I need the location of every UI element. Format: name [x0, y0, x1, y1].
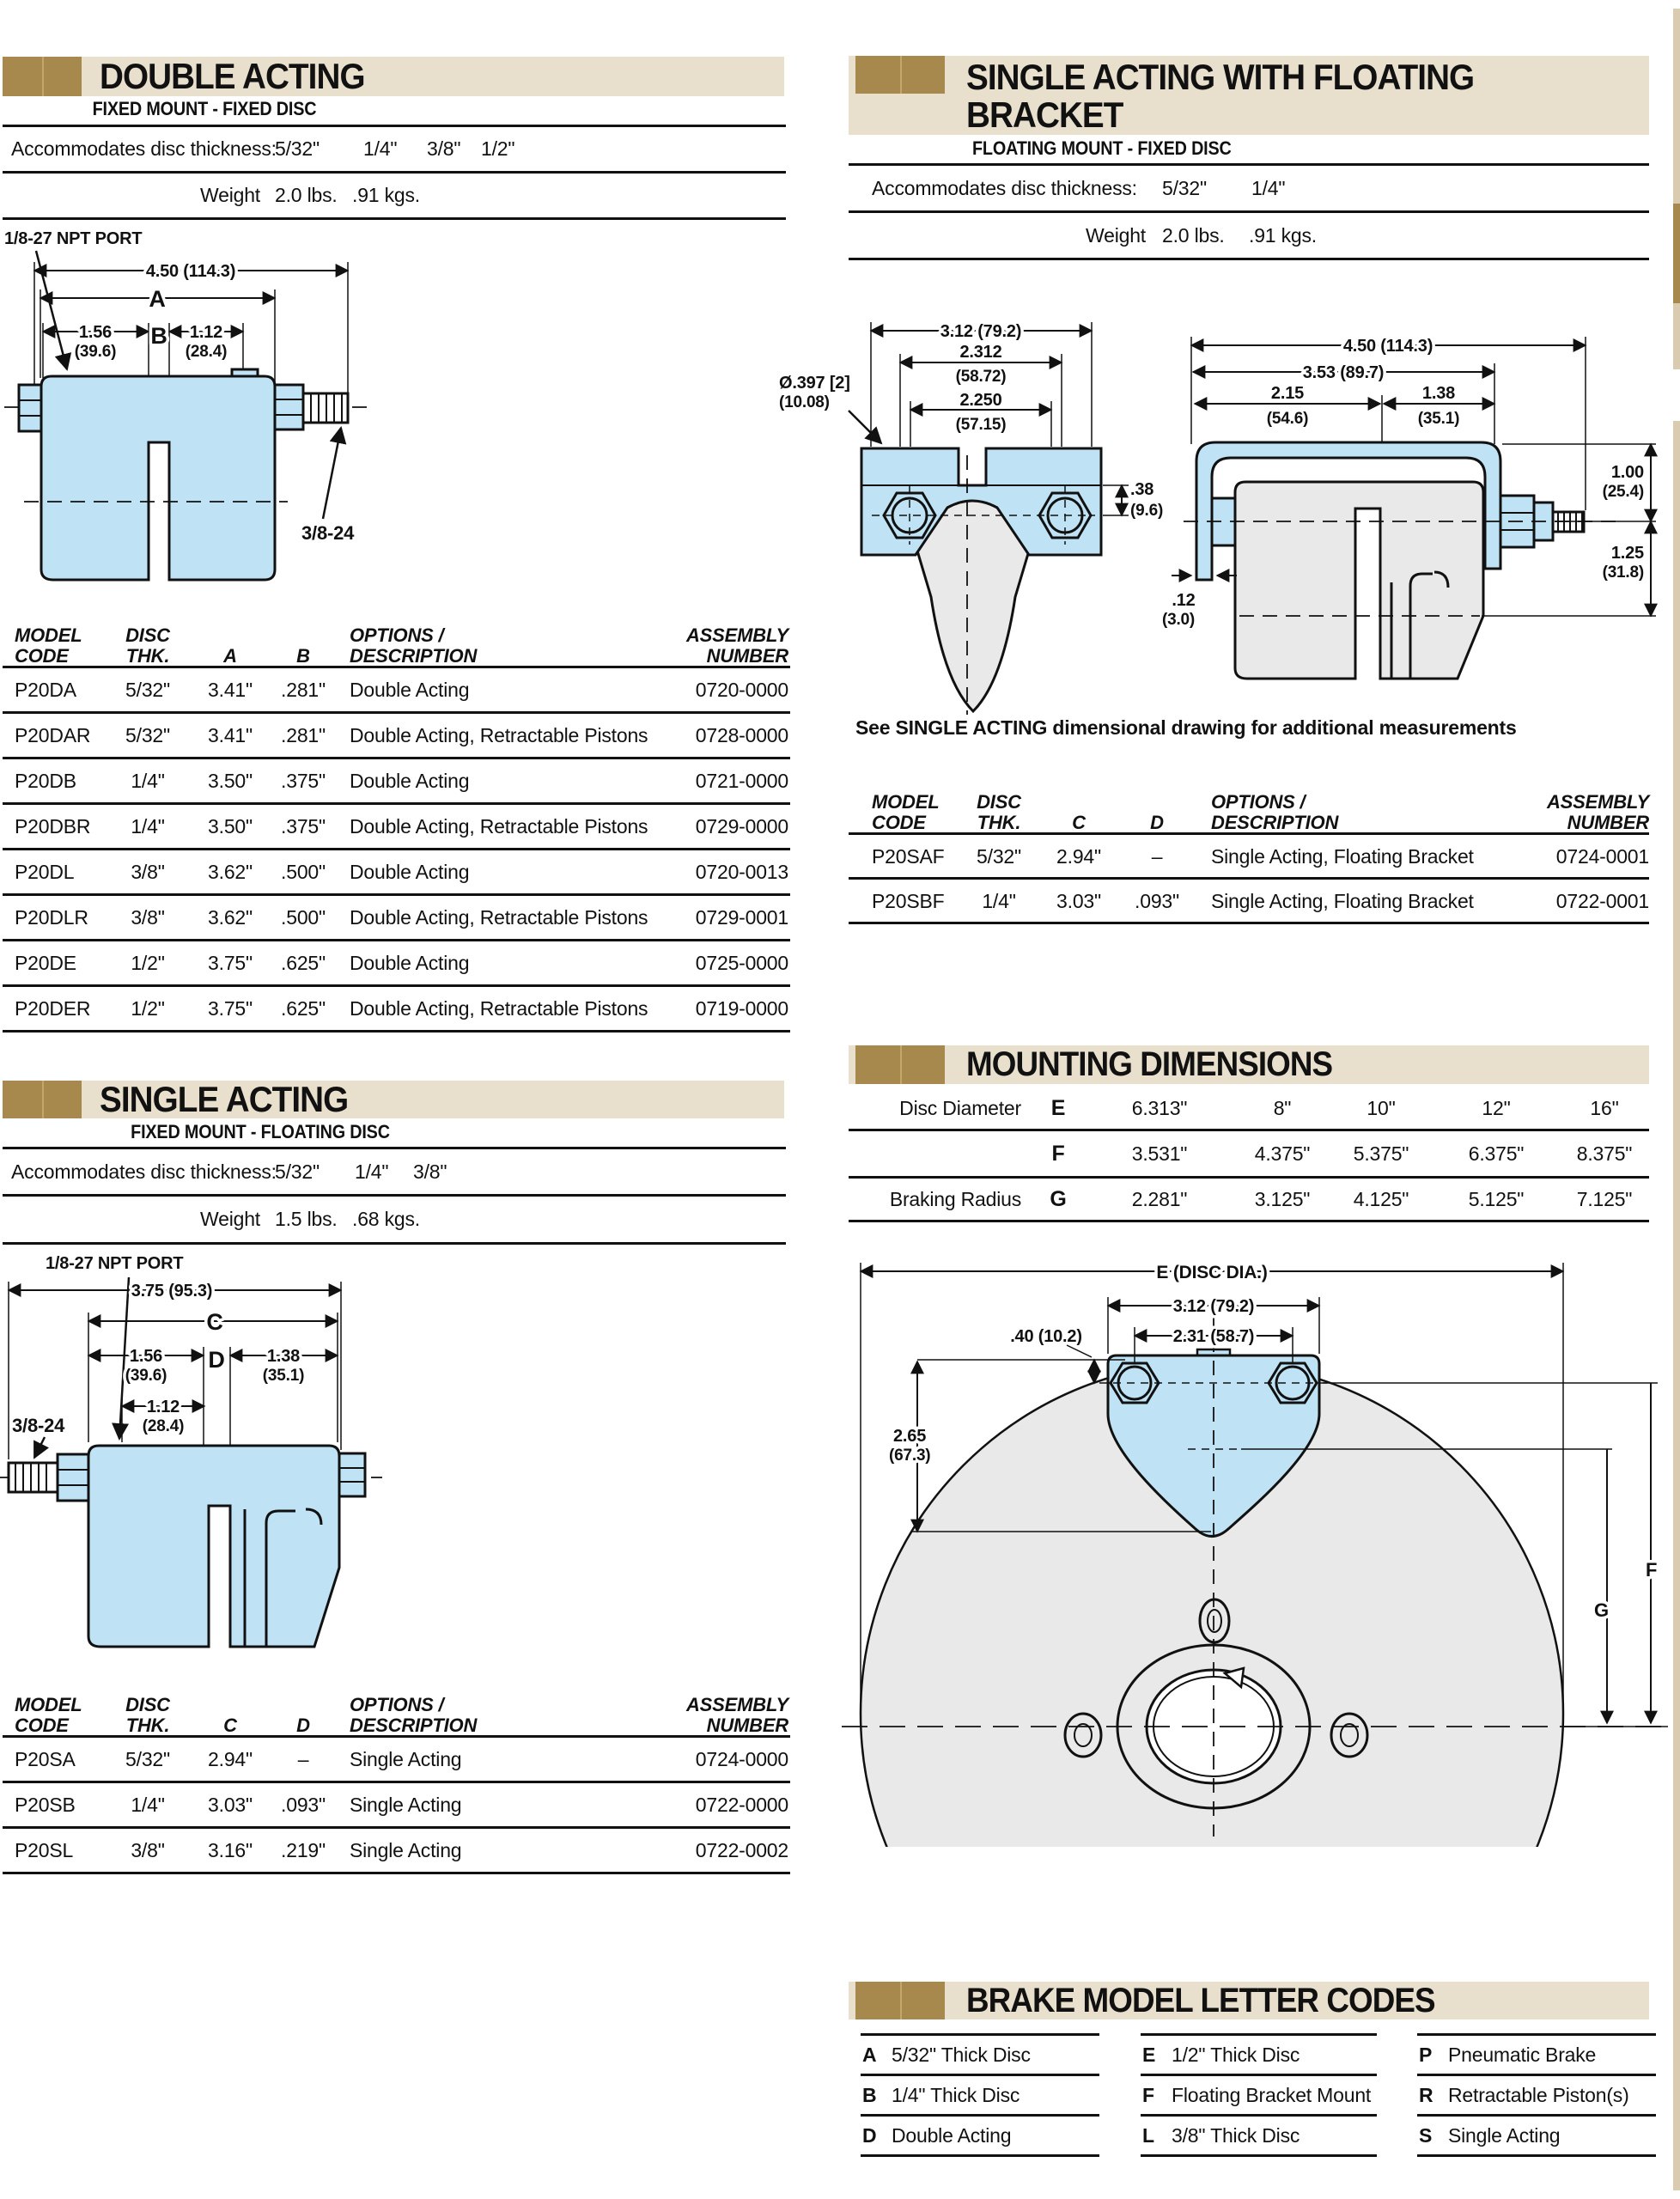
dim-156: 1.56 — [129, 1347, 163, 1366]
dim-156: 1.56 — [78, 323, 113, 342]
letter-codes-section-bar — [849, 1982, 1649, 2019]
dim-125-mm: (31.8) — [1602, 563, 1644, 582]
dim-138-mm: (35.1) — [1417, 410, 1460, 428]
double-acting-section-bar — [3, 57, 784, 96]
thread-leader — [34, 1437, 45, 1458]
double-acting-subtitle: FIXED MOUNT - FIXED DISC — [92, 98, 317, 119]
dim-312: 3.12 (79.2) — [940, 322, 1022, 341]
table-row: P20DA 5/32" 3.41" .281" Double Acting 0720-0000 — [3, 666, 790, 711]
thickness-value: 5/32" — [275, 137, 320, 160]
floating-bracket-table — [849, 771, 1649, 924]
weight-label: Weight — [1086, 224, 1146, 247]
table-row: P20SB 1/4" 3.03" .093" Single Acting 0722-0000 — [3, 1781, 790, 1826]
dim-overall: 3.75 (95.3) — [131, 1282, 213, 1301]
hex-nut-right — [275, 385, 303, 429]
disc-thickness-label: Accommodates disc thickness: — [872, 177, 1137, 199]
thread-label: 3/8-24 — [301, 522, 355, 544]
floating-bracket-spec — [849, 163, 1649, 260]
mounting-dimensions-section-bar — [849, 1045, 1649, 1084]
thread-label: 3/8-24 — [12, 1415, 65, 1436]
double-acting-dimensional-drawing — [0, 225, 481, 594]
table-row: P20DE 1/2" 3.75" .625" Double Acting 0725-0000 — [3, 939, 790, 984]
page-edge-strip — [1673, 9, 1680, 369]
weight-row — [3, 1194, 786, 1242]
dim-F: F — [1646, 1559, 1658, 1581]
dim-450: 4.50 (114.3) — [1342, 337, 1433, 356]
caliper-body — [4, 369, 369, 580]
mounting-dimensions-table — [849, 1087, 1649, 1222]
dim-40: .40 (10.2) — [1010, 1327, 1082, 1346]
npt-port-label: 1/8-27 NPT PORT — [4, 229, 143, 248]
dim-38-mm: (9.6) — [1130, 502, 1164, 520]
dim-231: 2.31 (58.7) — [1172, 1327, 1255, 1346]
table-row: F 3.531" 4.375" 5.375" 6.375" 8.375" — [849, 1131, 1649, 1179]
thread-leader — [323, 428, 341, 519]
hex-nut-left — [58, 1454, 88, 1501]
dim-C: C — [206, 1309, 223, 1335]
weight-label: Weight — [200, 1208, 260, 1230]
disc-thickness-label: Accommodates disc thickness: — [11, 1160, 277, 1183]
letter-codes-column-2 — [1141, 2033, 1377, 2157]
side-view — [1162, 337, 1656, 679]
floating-bracket-subtitle: FLOATING MOUNT - FIXED DISC — [972, 137, 1232, 159]
thickness-value: 3/8" — [413, 1160, 447, 1183]
table-row: P20DL 3/8" 3.62" .500" Double Acting 0720-0013 — [3, 848, 790, 893]
table-row: P20DLR 3/8" 3.62" .500" Double Acting, Retractable Pistons 0729-0001 — [3, 893, 790, 939]
code-row: P Pneumatic Brake — [1417, 2033, 1656, 2074]
thickness-value: 1/4" — [1251, 177, 1286, 199]
table-row: P20DER 1/2" 3.75" .625" Double Acting, Retractable Pistons 0719-0000 — [3, 984, 790, 1030]
port-leader — [119, 1277, 129, 1439]
mounting-dimensions-title: MOUNTING DIMENSIONS — [966, 1045, 1333, 1083]
dim-100-mm: (25.4) — [1602, 483, 1644, 501]
dim-100: 1.00 — [1610, 463, 1644, 482]
dim-D: D — [208, 1347, 225, 1373]
disc-thickness-label: Accommodates disc thickness: — [11, 137, 277, 160]
thickness-value: 1/4" — [355, 1160, 389, 1183]
floating-bracket-note: See SINGLE ACTING dimensional drawing for additional measurements — [855, 716, 1517, 739]
dim-A: A — [149, 286, 166, 312]
double-acting-spec — [3, 125, 786, 220]
weight-label: Weight — [200, 184, 260, 206]
weight-lbs: 1.5 lbs. — [275, 1208, 338, 1230]
dim-12-mm: (3.0) — [1161, 611, 1196, 629]
section-bar-square — [855, 1982, 945, 2019]
table-header: MODEL CODE DISC THK. C D OPTIONS / DESCRIPTION ASSEMBLY NUMBER — [15, 1694, 788, 1736]
disc-thickness-row — [3, 125, 786, 171]
dim-overall: 4.50 (114.3) — [145, 262, 236, 281]
section-bar-square — [855, 1045, 945, 1084]
table-row: P20SBF 1/4" 3.03" .093" Single Acting, Floating Bracket 0722-0001 — [849, 877, 1649, 922]
dim-112-mm: (28.4) — [142, 1417, 185, 1435]
dim-156-mm: (39.6) — [74, 343, 117, 361]
thickness-value: 1/4" — [363, 137, 398, 160]
dim-215-mm: (54.6) — [1266, 410, 1309, 428]
table-row: P20SL 3/8" 3.16" .219" Single Acting 0722-0002 — [3, 1826, 790, 1872]
dim-112: 1.12 — [146, 1398, 180, 1416]
double-acting-title: DOUBLE ACTING — [100, 56, 365, 96]
double-acting-table — [3, 601, 790, 1032]
single-acting-dimensional-drawing — [0, 1250, 412, 1662]
dim-138: 1.38 — [1421, 384, 1456, 403]
floating-bracket-section-bar — [849, 56, 1649, 135]
dim-156-mm: (39.6) — [125, 1367, 167, 1385]
dim-265: 2.65 — [893, 1427, 927, 1446]
table-row: P20DB 1/4" 3.50" .375" Double Acting 0721-0000 — [3, 757, 790, 802]
weight-kgs: .91 kgs. — [352, 184, 420, 206]
disc-thickness-row — [849, 163, 1649, 210]
dim-112-mm: (28.4) — [185, 343, 228, 361]
table-header: MODEL CODE DISC THK. C D OPTIONS / DESCRIPTION ASSEMBLY NUMBER — [872, 791, 1649, 833]
dim-12: .12 — [1172, 591, 1196, 610]
table-row: P20SA 5/32" 2.94" – Single Acting 0724-0000 — [3, 1735, 790, 1781]
dim-2312: 2.312 — [959, 343, 1002, 362]
dim-38: .38 — [1130, 480, 1154, 499]
dim-2250-mm: (57.15) — [955, 416, 1007, 434]
code-row: A 5/32" Thick Disc — [861, 2033, 1099, 2074]
code-row: D Double Acting — [861, 2114, 1099, 2157]
single-acting-spec — [3, 1147, 786, 1245]
hex-nut-right — [339, 1453, 365, 1496]
single-acting-subtitle: FIXED MOUNT - FLOATING DISC — [131, 1121, 390, 1142]
table-row: P20SAF 5/32" 2.94" – Single Acting, Floating Bracket 0724-0001 — [849, 832, 1649, 877]
thickness-value: 5/32" — [1162, 177, 1207, 199]
weight-kgs: .91 kgs. — [1249, 224, 1317, 247]
letter-codes-column-1 — [861, 2033, 1099, 2157]
letter-codes-title: BRAKE MODEL LETTER CODES — [966, 1982, 1435, 2019]
dim-125: 1.25 — [1610, 544, 1644, 563]
dim-265-mm: (67.3) — [889, 1447, 931, 1465]
hole-dia-mm: (10.08) — [779, 393, 830, 411]
table-row: P20DBR 1/4" 3.50" .375" Double Acting, Retractable Pistons 0729-0000 — [3, 802, 790, 848]
table-row: Disc Diameter E 6.313" 8" 10" 12" 16" — [849, 1087, 1649, 1131]
dim-2312-mm: (58.72) — [955, 368, 1007, 386]
hole-dia-label: Ø.397 [2] — [779, 374, 850, 393]
single-acting-title: SINGLE ACTING — [100, 1079, 349, 1119]
dim-B: B — [150, 323, 167, 349]
code-row: E 1/2" Thick Disc — [1141, 2033, 1377, 2074]
code-row: B 1/4" Thick Disc — [861, 2074, 1099, 2114]
weight-lbs: 2.0 lbs. — [1162, 224, 1225, 247]
letter-codes-column-3 — [1417, 2033, 1656, 2157]
hex-nut-left — [19, 385, 41, 431]
floating-bracket-title: SINGLE ACTING WITH FLOATING BRACKET — [966, 57, 1475, 135]
caliper-body — [0, 1446, 382, 1647]
code-row: S Single Acting — [1417, 2114, 1656, 2157]
hole-dia-leader — [849, 411, 881, 443]
thickness-value: 5/32" — [275, 1160, 320, 1183]
table-row: P20DAR 5/32" 3.41" .281" Double Acting, Retractable Pistons 0728-0000 — [3, 711, 790, 757]
dim-215: 2.15 — [1270, 384, 1305, 403]
dim-312: 3.12 (79.2) — [1172, 1297, 1255, 1316]
weight-lbs: 2.0 lbs. — [275, 184, 338, 206]
disc-thickness-row — [3, 1147, 786, 1194]
dim-138: 1.38 — [266, 1347, 301, 1366]
section-bar-square — [855, 56, 945, 94]
code-row: R Retractable Piston(s) — [1417, 2074, 1656, 2114]
mounting-dimensional-drawing — [842, 1246, 1680, 1847]
dim-138-mm: (35.1) — [262, 1367, 305, 1385]
thickness-value: 3/8" — [427, 137, 461, 160]
floating-bracket-dimensional-drawings — [756, 309, 1680, 717]
weight-row — [3, 171, 786, 217]
code-row: F Floating Bracket Mount — [1141, 2074, 1377, 2114]
weight-kgs: .68 kgs. — [352, 1208, 420, 1230]
table-row: Braking Radius G 2.281" 3.125" 4.125" 5.125" 7.125" — [849, 1179, 1649, 1222]
section-bar-square — [3, 57, 82, 96]
dim-G: G — [1594, 1599, 1609, 1621]
single-acting-section-bar — [3, 1081, 784, 1118]
front-view — [779, 322, 1163, 715]
npt-port-label: 1/8-27 NPT PORT — [46, 1254, 184, 1273]
thickness-value: 1/2" — [481, 137, 515, 160]
single-acting-table — [3, 1675, 790, 1874]
dim-112: 1.12 — [189, 323, 223, 342]
section-bar-square — [3, 1081, 82, 1118]
dim-2250: 2.250 — [959, 391, 1002, 410]
dim-353: 3.53 (89.7) — [1302, 363, 1385, 382]
page-edge-strip — [1673, 421, 1680, 2190]
weight-row — [849, 210, 1649, 258]
page-edge-tab — [1673, 204, 1680, 303]
dim-disc-dia: E (DISC DIA.) — [1156, 1263, 1268, 1282]
table-header: MODEL CODE DISC THK. A B OPTIONS / DESCRIPTION ASSEMBLY NUMBER — [15, 624, 788, 667]
code-row: L 3/8" Thick Disc — [1141, 2114, 1377, 2157]
